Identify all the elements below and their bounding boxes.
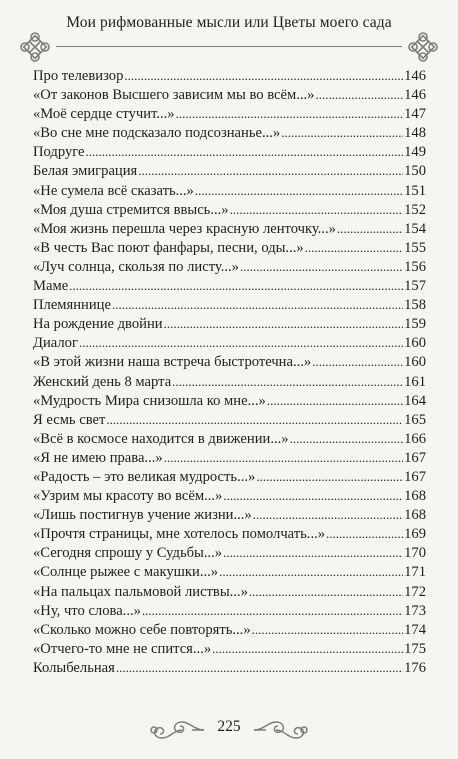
dot-leader — [172, 372, 403, 391]
toc-entry-page: 146 — [404, 68, 426, 84]
toc-entry-title: «Лишь постигнув учение жизни...» — [33, 507, 252, 524]
toc-entry[interactable] — [33, 238, 426, 257]
toc-entry-page: 152 — [404, 201, 426, 218]
toc-entry-title: «Сегодня спрошу у Судьбы...» — [33, 545, 223, 562]
toc-entry-page: 157 — [404, 278, 426, 295]
dot-leader — [223, 486, 403, 505]
dot-leader — [219, 562, 403, 581]
header-rule — [56, 46, 402, 47]
toc-entry-page: 149 — [404, 144, 426, 161]
scroll-ornament-icon — [252, 716, 310, 744]
dot-leader — [164, 448, 403, 467]
toc-entry-page: 155 — [404, 239, 426, 256]
dot-leader — [69, 276, 403, 295]
toc-entry-title: Подруге — [33, 144, 85, 161]
toc-entry[interactable] — [33, 123, 426, 142]
toc-entry[interactable] — [33, 391, 426, 410]
toc-entry-title: «Всё в космосе находится в движении...» — [33, 430, 289, 447]
toc-entry[interactable] — [33, 85, 426, 104]
toc-entry-page: 166 — [404, 430, 426, 447]
toc-entry[interactable] — [33, 467, 426, 486]
dot-leader — [252, 620, 403, 639]
toc-entry-title: «Мудрость Мира снизошла ко мне...» — [33, 392, 266, 409]
toc-entry-title: «Ну, что слова...» — [33, 602, 141, 619]
toc-entry-title: «Узрим мы красоту во всём...» — [33, 488, 223, 505]
toc-entry[interactable] — [33, 620, 426, 639]
toc-entry-page: 154 — [404, 220, 426, 237]
toc-entry[interactable] — [33, 582, 426, 601]
toc-entry-page: 164 — [404, 392, 426, 409]
toc-entry-page: 146 — [404, 87, 426, 104]
dot-leader — [124, 66, 403, 85]
toc-entry[interactable] — [33, 66, 426, 85]
toc-entry[interactable] — [33, 601, 426, 620]
toc-entry-page: 170 — [404, 545, 426, 562]
toc-entry[interactable] — [33, 219, 426, 238]
toc-entry[interactable] — [33, 639, 426, 658]
celtic-knot-icon — [406, 30, 440, 64]
toc-entry[interactable] — [33, 257, 426, 276]
dot-leader — [281, 123, 403, 142]
toc-entry-title: «От законов Высшего зависим мы во всём...» — [33, 87, 315, 104]
toc-entry-page: 167 — [404, 468, 426, 485]
toc-entry-title: «Сколько можно себе повторять...» — [33, 621, 251, 638]
page-footer — [0, 714, 458, 750]
running-header — [16, 10, 442, 52]
toc-entry-title: «Моя жизнь перешла через красную ленточку...» — [33, 220, 336, 237]
toc-entry-title: На рождение двойни — [33, 316, 163, 333]
toc-entry[interactable] — [33, 448, 426, 467]
toc-entry-title: Про телевизор — [33, 68, 124, 84]
toc-entry-page: 168 — [404, 507, 426, 524]
toc-entry[interactable] — [33, 276, 426, 295]
toc-entry[interactable] — [33, 161, 426, 180]
toc-entry[interactable] — [33, 658, 426, 677]
toc-entry-page: 160 — [404, 354, 426, 371]
toc-entry[interactable] — [33, 562, 426, 581]
toc-entry[interactable] — [33, 486, 426, 505]
dot-leader — [312, 352, 403, 371]
toc-entry-page: 167 — [404, 449, 426, 466]
toc-entry-title: Женский день 8 марта — [33, 373, 172, 390]
dot-leader — [249, 582, 403, 601]
toc-entry-title: «Я не имею права...» — [33, 449, 163, 466]
page-number: 225 — [217, 718, 241, 735]
toc-entry-page: 168 — [404, 488, 426, 505]
toc-entry[interactable] — [33, 142, 426, 161]
dot-leader — [305, 238, 403, 257]
toc-entry-page: 176 — [404, 659, 426, 676]
toc-entry-page: 165 — [404, 411, 426, 428]
toc-entry[interactable] — [33, 524, 426, 543]
toc-entry-page: 174 — [404, 621, 426, 638]
toc-entry[interactable] — [33, 200, 426, 219]
toc-entry-page: 175 — [404, 640, 426, 657]
toc-entry-title: Я есмь свет — [33, 411, 106, 428]
celtic-knot-icon — [18, 30, 52, 64]
toc-entry-title: «Прочтя страницы, мне хотелось помолчать...» — [33, 526, 326, 543]
toc-entry-title: «Радость – это великая мудрость...» — [33, 468, 256, 485]
toc-entry[interactable] — [33, 104, 426, 123]
toc-entry[interactable] — [33, 372, 426, 391]
table-of-contents — [33, 66, 426, 677]
toc-entry-page: 171 — [404, 564, 426, 581]
toc-entry[interactable] — [33, 295, 426, 314]
toc-entry-title: «Моя душа стремится ввысь...» — [33, 201, 229, 218]
toc-entry-page: 169 — [404, 526, 426, 543]
toc-entry-page: 172 — [404, 583, 426, 600]
dot-leader — [106, 410, 403, 429]
toc-entry-title: «В этой жизни наша встреча быстротечна...» — [33, 354, 312, 371]
dot-leader — [315, 85, 403, 104]
dot-leader — [164, 314, 404, 333]
dot-leader — [116, 658, 403, 677]
dot-leader — [253, 505, 403, 524]
toc-entry-page: 156 — [404, 258, 426, 275]
toc-entry[interactable] — [33, 352, 426, 371]
dot-leader — [290, 429, 404, 448]
toc-entry-title: «На пальцах пальмовой листвы...» — [33, 583, 248, 600]
dot-leader — [176, 104, 404, 123]
toc-entry-page: 161 — [404, 373, 426, 390]
toc-entry-title: «Во сне мне подсказало подсознанье...» — [33, 125, 281, 142]
toc-entry-title: «Отчего-то мне не спится...» — [33, 640, 212, 657]
dot-leader — [256, 467, 403, 486]
toc-entry-page: 147 — [404, 106, 426, 123]
toc-entry[interactable] — [33, 333, 426, 352]
toc-entry-page: 173 — [404, 602, 426, 619]
dot-leader — [230, 200, 404, 219]
toc-entry-page: 150 — [404, 163, 426, 180]
toc-entry-page: 160 — [404, 335, 426, 352]
toc-entry[interactable] — [33, 410, 426, 429]
toc-entry-title: «Луч солнца, скользя по листу...» — [33, 258, 239, 275]
dot-leader — [112, 295, 403, 314]
toc-entry-title: Маме — [33, 278, 69, 295]
dot-leader — [138, 161, 403, 180]
toc-entry-title: «Солнце рыжее с макушки...» — [33, 564, 219, 581]
dot-leader — [223, 543, 403, 562]
dot-leader — [212, 639, 403, 658]
toc-entry-page: 158 — [404, 297, 426, 314]
toc-entry-title: «В честь Вас поют фанфары, песни, оды...» — [33, 239, 304, 256]
toc-entry[interactable] — [33, 181, 426, 200]
dot-leader — [337, 219, 403, 238]
dot-leader — [79, 333, 403, 352]
toc-entry-page: 159 — [404, 316, 426, 333]
toc-entry-page: 151 — [404, 182, 426, 199]
running-header-title: Мои рифмованные мысли или Цветы моего сада — [66, 14, 392, 31]
toc-entry-title: Белая эмиграция — [33, 163, 138, 180]
toc-entry-page: 148 — [404, 125, 426, 142]
toc-entry[interactable] — [33, 543, 426, 562]
toc-entry-title: Диалог — [33, 335, 78, 352]
toc-entry-title: Племяннице — [33, 297, 111, 314]
dot-leader — [240, 257, 403, 276]
toc-entry[interactable] — [33, 505, 426, 524]
dot-leader — [86, 142, 404, 161]
toc-entry-title: «Не сумела всё сказать...» — [33, 182, 194, 199]
toc-entry-title: «Моё сердце стучит...» — [33, 106, 175, 123]
dot-leader — [326, 524, 403, 543]
dot-leader — [267, 391, 403, 410]
dot-leader — [142, 601, 403, 620]
toc-entry-title: Колыбельная — [33, 659, 115, 676]
toc-entry[interactable] — [33, 314, 426, 333]
dot-leader — [195, 181, 403, 200]
toc-entry[interactable] — [33, 429, 426, 448]
